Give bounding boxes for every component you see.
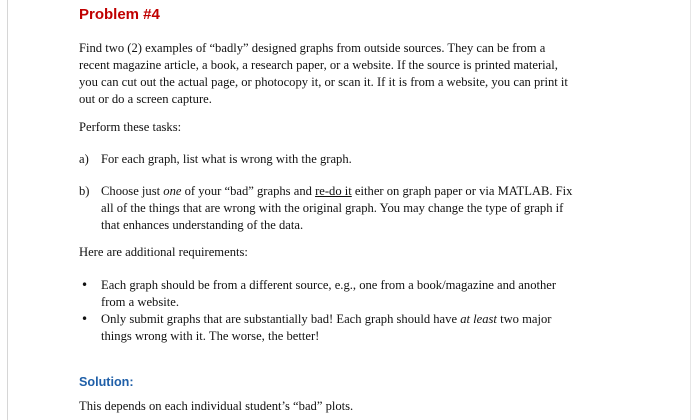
task-b-text-segment: either on graph paper or via MATLAB. Fix [351,184,573,198]
requirements-intro: Here are additional requirements: [79,245,248,259]
requirement-text [101,311,641,345]
solution-text: This depends on each individual student’s “bad” plots. [79,399,354,413]
task-b-marker: b) [79,184,90,198]
intro-line: Find two (2) examples of “badly” designed graphs from outside sources. They can be from a [79,41,546,55]
task-b-line-1 [101,183,641,200]
requirement-text [101,277,641,311]
requirement-line: Each graph should be from a different source, e.g., one from a book/magazine and another [101,278,557,292]
problem-heading: Problem #4 [79,6,160,23]
intro-line: out or do a screen capture. [79,92,212,106]
bullet-icon: • [81,312,89,326]
intro-line: you can cut out the actual page, or photocopy it, or scan it. If it is from a website, you can print it [79,75,568,89]
task-b-text-segment: of your “bad” graphs and [181,184,316,198]
page-right-border [690,0,691,420]
solution-heading: Solution: [79,375,134,389]
task-b-underlined: re-do it [315,184,352,198]
requirement-line: from a website. [101,295,179,309]
task-b-line-2: all of the things that are wrong with the original graph. You may change the type of graph if [101,201,564,215]
intro-line: recent magazine article, a book, a research paper, or a website. If the source is printed material, [79,58,558,72]
requirement-emphasis: at least [460,312,497,326]
page-left-border [7,0,8,420]
requirement-text-segment: Only submit graphs that are substantially bad! Each graph should have [101,312,461,326]
task-b-line-3: that enhances understanding of the data. [101,218,304,232]
task-b-emphasis: one [163,184,182,198]
task-b-text [101,183,641,234]
requirement-text-segment: two major [496,312,552,326]
requirement-line [101,311,641,328]
task-a-text: For each graph, list what is wrong with the graph. [101,152,352,166]
bullet-icon: • [81,278,89,292]
task-b-text-segment: Choose just [101,184,164,198]
tasks-intro: Perform these tasks: [79,120,182,134]
task-a-marker: a) [79,152,89,166]
intro-paragraph [79,40,619,108]
requirement-line: things wrong with it. The worse, the better! [101,329,320,343]
